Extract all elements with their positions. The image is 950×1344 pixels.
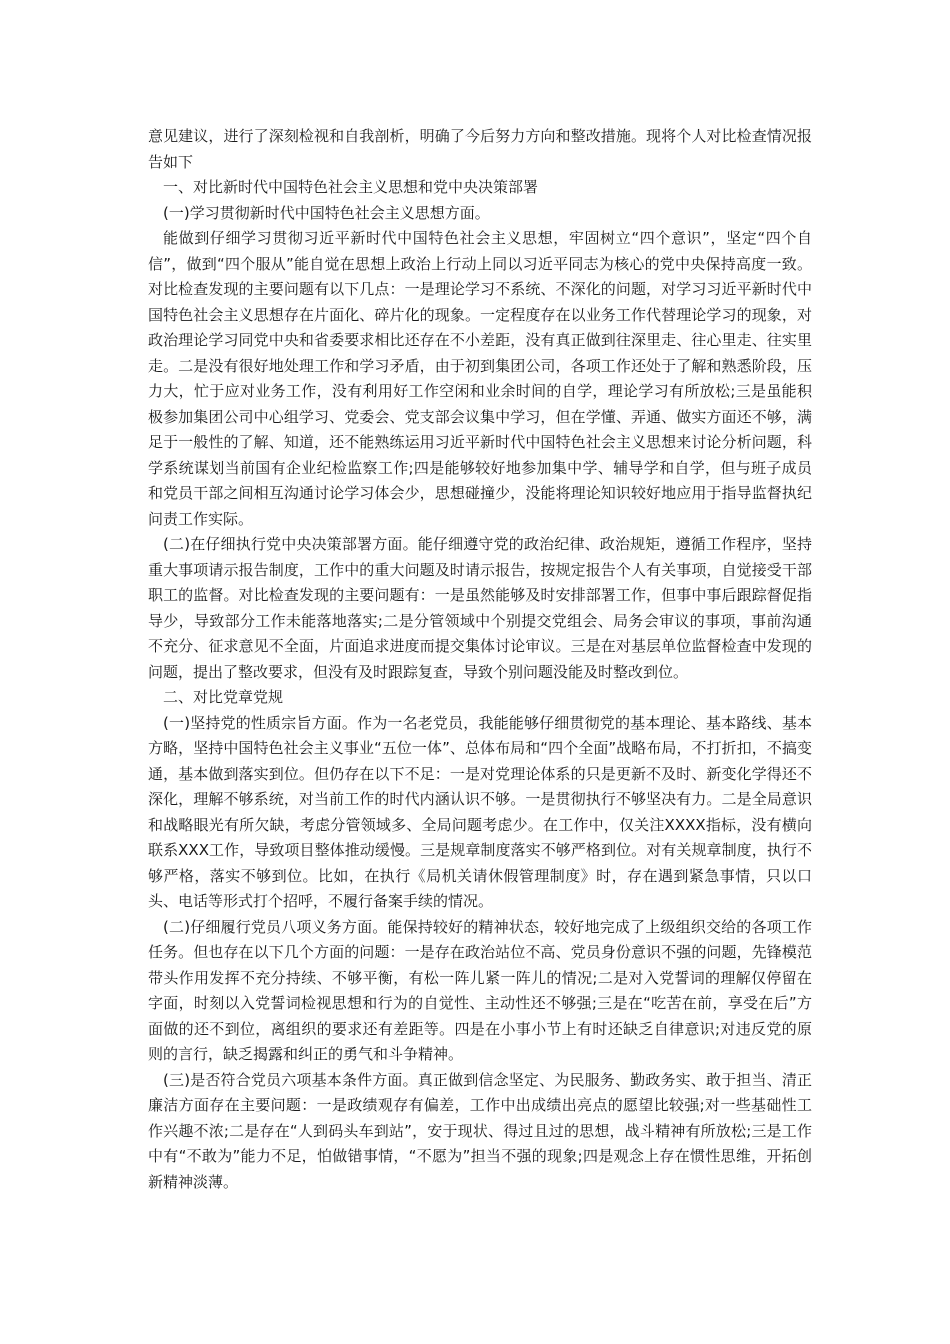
intro-paragraph: 意见建议，进行了深刻检视和自我剖析，明确了今后努力方向和整改措施。现将个人对比检查情况报告如下 [148,127,812,171]
document-body [148,124,812,1195]
paragraph-2-3: (三)是否符合党员六项基本条件方面。真正做到信念坚定、为民服务、勤政务实、敢于担当、清正廉洁方面存在主要问题：一是政绩观存有偏差，工作中出成绩出亮点的愿望比较强;对一些基础性工作兴趣不浓;二是存在“人到码头车到站”，安于现状、得过且过的思想，战斗精神有所放松;三是工作中有“不敢为”能力不足，怕做错事情，“不愿为”担当不强的现象;四是观念上存在惯性思维，开拓创新精神淡薄。 [148,1070,812,1191]
paragraph-1-1: 能做到仔细学习贯彻习近平新时代中国特色社会主义思想，牢固树立“四个意识”，坚定“四个自信”，做到“四个服从”能自觉在思想上政治上行动上同以习近平同志为核心的党中央保持高度一致。对比检查发现的主要问题有以下几点：一是理论学习不系统、不深化的问题，对学习习近平新时代中国特色社会主义思想存在片面化、碎片化的现象。一定程度存在以业务工作代替理论学习的现象，对政治理论学习同党中央和省委要求相比还存在不小差距，没有真正做到往深里走、往心里走、往实里走。二是没有很好地处理工作和学习矛盾，由于初到集团公司，各项工作还处于了解和熟悉阶段，压力大，忙于应对业务工作，没有利用好工作空闲和业余时间的自学，理论学习有所放松;三是虽能积极参加集团公司中心组学习、党委会、党支部会议集中学习，但在学懂、弄通、做实方面还不够，满足于一般性的了解、知道，还不能熟练运用习近平新时代中国特色社会主义思想来讨论分析问题，科学系统谋划当前国有企业纪检监察工作;四是能够较好地参加集中学、辅导学和自学，但与班子成员和党员干部之间相互沟通讨论学习体会少，思想碰撞少，没能将理论知识较好地应用于指导监督执纪问责工作实际。 [148,229,812,528]
subsection-title-1-1: (一)学习贯彻新时代中国特色社会主义思想方面。 [163,203,490,222]
section-heading-2: 二、对比党章党规 [163,688,284,706]
paragraph-2-1: (一)坚持党的性质宗旨方面。作为一名老党员，我能能够仔细贯彻党的基本理论、基本路线、基本方略，坚持中国特色社会主义事业“五位一体”、总体布局和“四个全面”战略布局，不打折扣，不搞变通，基本做到落实到位。但仍存在以下不足：一是对党理论体系的只是更新不及时、新变化学得还不深化，理解不够系统，对当前工作的时代内涵认识不够。一是贯彻执行不够坚决有力。二是全局意识和战略眼光有所欠缺，考虑分管领域多、全局问题考虑少。在工作中，仅关注XXXX指标，没有横向联系XXX工作，导致项目整体推动缓慢。三是规章制度落实不够严格到位。对有关规章制度，执行不够严格，落实不够到位。比如，在执行《局机关请休假管理制度》时，存在遇到紧急事情，只以口头、电话等形式打个招呼，不履行备案手续的情况。 [148,713,812,910]
paragraph-2-2: (二)仔细履行党员八项义务方面。能保持较好的精神状态，较好地完成了上级组织交给的各项工作任务。但也存在以下几个方面的问题：一是存在政治站位不高、党员身份意识不强的问题，先锋模范带头作用发挥不充分持续、不够平衡，有松一阵儿紧一阵儿的情况;二是对入党誓词的理解仅停留在字面，时刻以入党誓词检视思想和行为的自觉性、主动性还不够强;三是在“吃苦在前，享受在后”方面做的还不到位，离组织的要求还有差距等。四是在小事小节上有时还缺乏自律意识;对违反党的原则的言行，缺乏揭露和纠正的勇气和斗争精神。 [148,917,812,1063]
paragraph-1-2: (二)在仔细执行党中央决策部署方面。能仔细遵守党的政治纪律、政治规矩，遵循工作程序，坚持重大事项请示报告制度，工作中的重大问题及时请示报告，按规定报告个人有关事项，自觉接受干部职工的监督。对比检查发现的主要问题有：一是虽然能够及时安排部署工作，但事中事后跟踪督促指导少，导致部分工作未能落地落实;二是分管领域中个别提交党组会、局务会审议的事项，事前沟通不充分、征求意见不全面，片面追求进度而提交集体讨论审议。三是在对基层单位监督检查中发现的问题，提出了整改要求，但没有及时跟踪复查，导致个别问题没能及时整改到位。 [148,535,812,681]
section-heading-1: 一、对比新时代中国特色社会主义思想和党中央决策部署 [163,178,539,196]
